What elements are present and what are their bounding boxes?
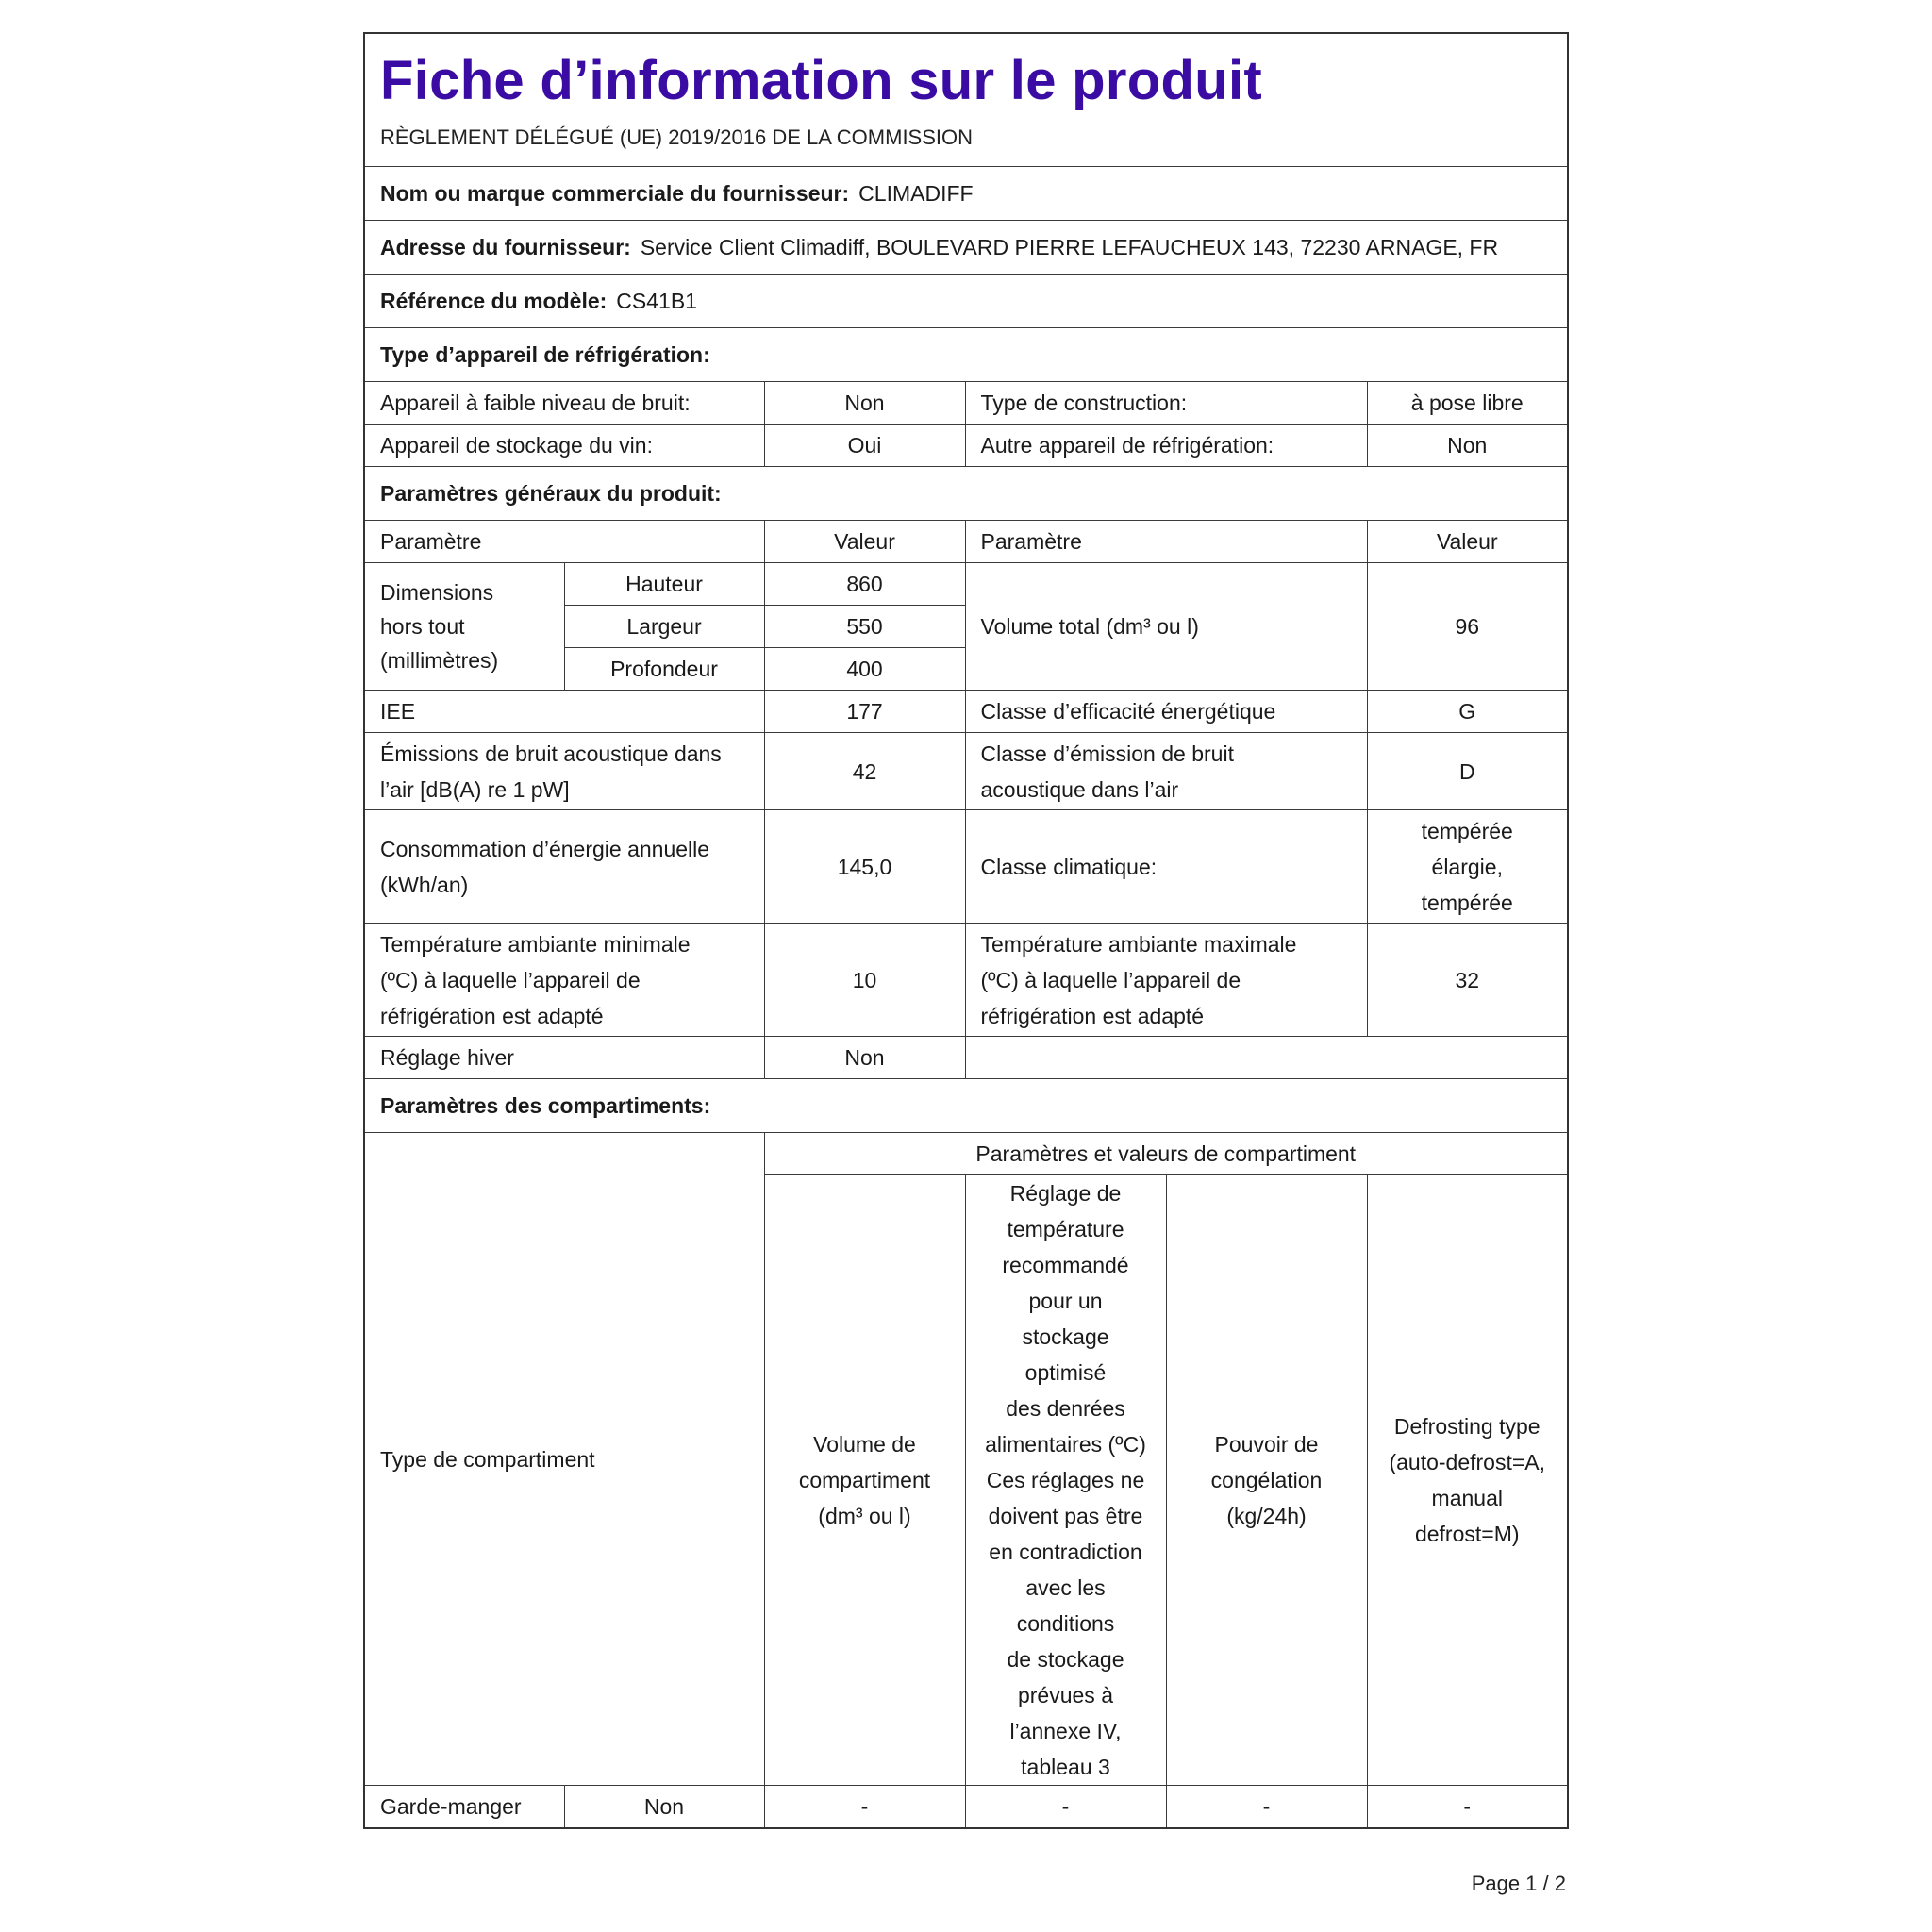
width-label: Largeur xyxy=(564,606,764,648)
max-temperature-label xyxy=(965,924,1367,1037)
regulation-subtitle: RÈGLEMENT DÉLÉGUÉ (UE) 2019/2016 DE LA COMMISSION xyxy=(380,125,974,149)
energy-consumption-label-line: (kWh/an) xyxy=(380,872,469,897)
table-row xyxy=(364,1786,1568,1829)
energy-class-value: G xyxy=(1367,691,1568,733)
col-volume-line: Volume de xyxy=(813,1432,916,1457)
total-volume-label: Volume total (dm³ ou l) xyxy=(965,563,1367,691)
other-appliance-value: Non xyxy=(1367,425,1568,467)
dimensions-label-line: hors tout xyxy=(380,614,465,639)
iee-value: 177 xyxy=(764,691,965,733)
appliance-type-heading: Type d’appareil de réfrigération: xyxy=(364,328,1568,382)
compartment-temp-value: - xyxy=(965,1786,1166,1829)
noise-class-value: D xyxy=(1367,733,1568,810)
product-info-table xyxy=(363,32,1569,1829)
model-reference-row xyxy=(364,275,1568,328)
col-temp-line: conditions xyxy=(1016,1611,1115,1636)
depth-value: 400 xyxy=(764,648,965,691)
col-defrost-line: (auto-defrost=A, xyxy=(1389,1450,1546,1474)
wine-storage-label: Appareil de stockage du vin: xyxy=(364,425,764,467)
max-temperature-value: 32 xyxy=(1367,924,1568,1037)
col-temp-line: l’annexe IV, xyxy=(1009,1719,1122,1743)
compartment-volume-value: - xyxy=(764,1786,965,1829)
col-temp-line: en contradiction xyxy=(989,1540,1142,1564)
supplier-name-label: Nom ou marque commerciale du fournisseur: xyxy=(380,181,850,206)
supplier-name-row xyxy=(364,167,1568,221)
supplier-address-row xyxy=(364,221,1568,275)
depth-label: Profondeur xyxy=(564,648,764,691)
col-freezing-line: Pouvoir de xyxy=(1214,1432,1319,1457)
noise-class-label-line: Classe d’émission de bruit xyxy=(980,741,1234,766)
climate-class-value-line: tempérée xyxy=(1421,890,1513,915)
energy-consumption-label xyxy=(364,810,764,924)
title-cell xyxy=(364,33,1568,167)
width-value: 550 xyxy=(764,606,965,648)
winter-setting-label: Réglage hiver xyxy=(364,1037,764,1079)
col-temp-line: de stockage xyxy=(1007,1647,1124,1672)
max-temperature-label-line: réfrigération est adapté xyxy=(980,1003,1205,1028)
col-header-parameter-2: Paramètre xyxy=(965,521,1367,563)
low-noise-label: Appareil à faible niveau de bruit: xyxy=(364,382,764,425)
col-freezing-capacity xyxy=(1166,1175,1367,1786)
col-compartment-volume xyxy=(764,1175,965,1786)
col-temp-line: Réglage de xyxy=(1009,1181,1122,1206)
col-defrost-line: defrost=M) xyxy=(1414,1522,1520,1546)
col-temp-line: avec les xyxy=(1025,1575,1106,1600)
col-temp-line: des denrées xyxy=(1006,1396,1125,1421)
col-temp-line: alimentaires (ºC) xyxy=(985,1432,1146,1457)
min-temperature-label-line: Température ambiante minimale xyxy=(380,931,691,957)
compartment-type-label: Type de compartiment xyxy=(364,1133,764,1786)
winter-setting-value: Non xyxy=(764,1037,965,1079)
iee-label: IEE xyxy=(364,691,764,733)
page-number: Page 1 / 2 xyxy=(1471,1872,1566,1895)
col-volume-line: compartiment xyxy=(798,1468,931,1492)
min-temperature-label xyxy=(364,924,764,1037)
wine-storage-value: Oui xyxy=(764,425,965,467)
product-information-sheet xyxy=(363,32,1567,1829)
model-reference-value: CS41B1 xyxy=(616,289,697,313)
noise-emission-label xyxy=(364,733,764,810)
climate-class-label: Classe climatique: xyxy=(965,810,1367,924)
col-volume-line: (dm³ ou l) xyxy=(818,1504,911,1528)
max-temperature-label-line: (ºC) à laquelle l’appareil de xyxy=(980,967,1241,992)
construction-type-label: Type de construction: xyxy=(965,382,1367,425)
climate-class-value-line: élargie, xyxy=(1431,854,1503,879)
general-parameters-heading: Paramètres généraux du produit: xyxy=(364,467,1568,521)
climate-class-value xyxy=(1367,810,1568,924)
compartment-parameters-heading: Paramètres des compartiments: xyxy=(364,1079,1568,1133)
height-label: Hauteur xyxy=(564,563,764,606)
col-recommended-temperature xyxy=(965,1175,1166,1786)
noise-class-label xyxy=(965,733,1367,810)
max-temperature-label-line: Température ambiante maximale xyxy=(980,931,1297,957)
compartment-params-header: Paramètres et valeurs de compartiment xyxy=(764,1133,1568,1175)
col-header-parameter: Paramètre xyxy=(364,521,764,563)
col-temp-line: prévues à xyxy=(1017,1683,1113,1707)
col-temp-line: recommandé xyxy=(1002,1253,1129,1277)
energy-consumption-value: 145,0 xyxy=(764,810,965,924)
compartment-defrost-value: - xyxy=(1367,1786,1568,1829)
col-temp-line: pour un xyxy=(1028,1289,1103,1313)
col-temp-line: doivent pas être xyxy=(988,1504,1143,1528)
col-defrost-line: manual xyxy=(1431,1486,1503,1510)
construction-type-value: à pose libre xyxy=(1367,382,1568,425)
compartment-present: Non xyxy=(564,1786,764,1829)
col-freezing-line: (kg/24h) xyxy=(1226,1504,1307,1528)
energy-class-label: Classe d’efficacité énergétique xyxy=(965,691,1367,733)
col-defrost-line: Defrosting type xyxy=(1393,1414,1541,1439)
col-defrosting-type xyxy=(1367,1175,1568,1786)
col-temp-line: stockage xyxy=(1022,1324,1109,1349)
total-volume-value: 96 xyxy=(1367,563,1568,691)
compartment-freezing-value: - xyxy=(1166,1786,1367,1829)
noise-emission-label-line: Émissions de bruit acoustique dans xyxy=(380,741,722,766)
noise-emission-label-line: l’air [dB(A) re 1 pW] xyxy=(380,776,570,802)
supplier-address-label: Adresse du fournisseur: xyxy=(380,235,631,259)
page-title: Fiche d’information sur le produit xyxy=(380,50,1262,111)
compartment-name: Garde-manger xyxy=(364,1786,564,1829)
min-temperature-label-line: (ºC) à laquelle l’appareil de xyxy=(380,967,641,992)
model-reference-label: Référence du modèle: xyxy=(380,289,608,313)
col-freezing-line: congélation xyxy=(1210,1468,1323,1492)
supplier-name-value: CLIMADIFF xyxy=(858,181,974,206)
col-temp-line: température xyxy=(1007,1217,1124,1241)
min-temperature-value: 10 xyxy=(764,924,965,1037)
col-temp-line: tableau 3 xyxy=(1021,1755,1110,1779)
height-value: 860 xyxy=(764,563,965,606)
col-header-value-2: Valeur xyxy=(1367,521,1568,563)
col-temp-line: optimisé xyxy=(1024,1360,1107,1385)
empty-cell xyxy=(965,1037,1568,1079)
energy-consumption-label-line: Consommation d’énergie annuelle xyxy=(380,836,710,861)
noise-emission-value: 42 xyxy=(764,733,965,810)
dimensions-label-line: Dimensions xyxy=(380,580,494,605)
col-header-value: Valeur xyxy=(764,521,965,563)
supplier-address-value: Service Client Climadiff, BOULEVARD PIERRE LEFAUCHEUX 143, 72230 ARNAGE, FR xyxy=(640,235,1499,259)
min-temperature-label-line: réfrigération est adapté xyxy=(380,1003,604,1028)
other-appliance-label: Autre appareil de réfrigération: xyxy=(965,425,1367,467)
climate-class-value-line: tempérée xyxy=(1421,818,1513,843)
col-temp-line: Ces réglages ne xyxy=(986,1468,1145,1492)
dimensions-label xyxy=(364,563,564,691)
dimensions-label-line: (millimètres) xyxy=(380,648,499,673)
low-noise-value: Non xyxy=(764,382,965,425)
noise-class-label-line: acoustique dans l’air xyxy=(980,776,1179,802)
